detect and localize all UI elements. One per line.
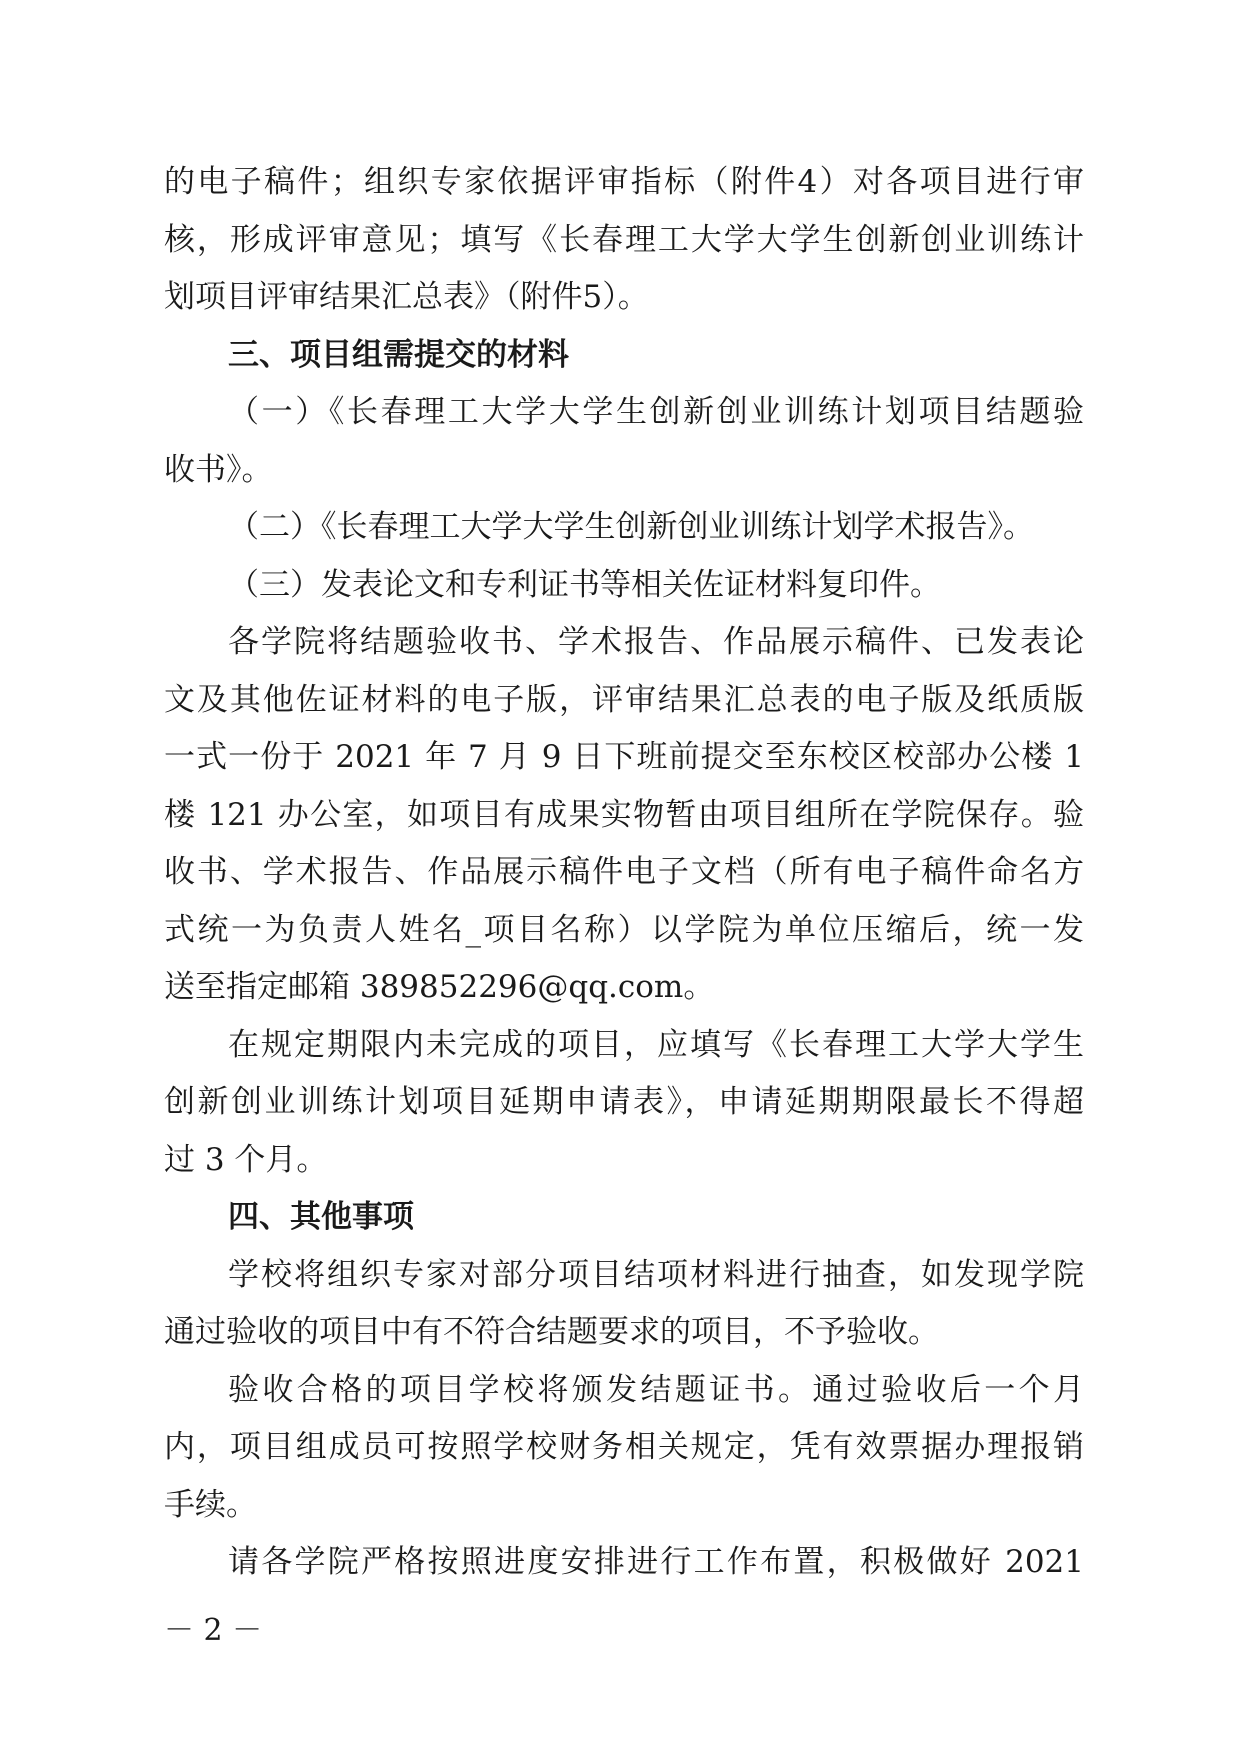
body-text-line: 手续。 [164, 1486, 257, 1523]
body-text-line: 请各学院严格按照进度安排进行工作布置，积极做好 2021 [228, 1544, 1084, 1580]
body-text-line: （二）《长春理工大学大学生创新创业训练计划学术报告》。 [228, 509, 1034, 545]
section-heading: 三、项目组需提交的材料 [228, 336, 569, 373]
body-text-line: 划项目评审结果汇总表》（附件5）。 [164, 279, 649, 315]
body-text-line: 收书、学术报告、作品展示稿件电子文档（所有电子稿件命名方 [164, 854, 1084, 890]
body-text-line: 式统一为负责人姓名_项目名称）以学院为单位压缩后，统一发 [164, 911, 1084, 948]
body-text-line: 验收合格的项目学校将颁发结题证书。通过验收后一个月 [228, 1371, 1084, 1408]
body-text-line: 学校将组织专家对部分项目结项材料进行抽查，如发现学院 [228, 1256, 1084, 1293]
section-heading: 四、其他事项 [228, 1199, 414, 1235]
body-text-line: 的电子稿件；组织专家依据评审指标（附件4）对各项目进行审 [164, 164, 1084, 200]
document-body [164, 154, 1084, 1592]
body-text-line: 楼 121 办公室，如项目有成果实物暂由项目组所在学院保存。验 [164, 796, 1084, 833]
body-text-line: 收书》。 [164, 451, 273, 488]
body-text-line: 核，形成评审意见；填写《长春理工大学大学生创新创业训练计 [164, 221, 1084, 258]
body-text-line: 过 3 个月。 [164, 1141, 328, 1178]
body-text-line: 各学院将结题验收书、学术报告、作品展示稿件、已发表论 [228, 624, 1084, 660]
body-text-line: 文及其他佐证材料的电子版，评审结果汇总表的电子版及纸质版 [164, 681, 1084, 718]
body-text-line: 内，项目组成员可按照学校财务相关规定，凭有效票据办理报销 [164, 1429, 1084, 1465]
body-text-line: （一）《长春理工大学大学生创新创业训练计划项目结题验 [228, 394, 1084, 430]
body-text-line: 在规定期限内未完成的项目，应填写《长春理工大学大学生 [228, 1026, 1084, 1063]
body-text-line: 通过验收的项目中有不符合结题要求的项目，不予验收。 [164, 1314, 939, 1350]
body-text-line: 送至指定邮箱 389852296@qq.com。 [164, 969, 715, 1005]
page-number: － 2 － [164, 1613, 263, 1648]
body-text-line: （三）发表论文和专利证书等相关佐证材料复印件。 [228, 566, 941, 603]
body-text-line: 一式一份于 2021 年 7 月 9 日下班前提交至东校区校部办公楼 1 [164, 739, 1084, 775]
body-text-line: 创新创业训练计划项目延期申请表》，申请延期期限最长不得超 [164, 1084, 1084, 1120]
